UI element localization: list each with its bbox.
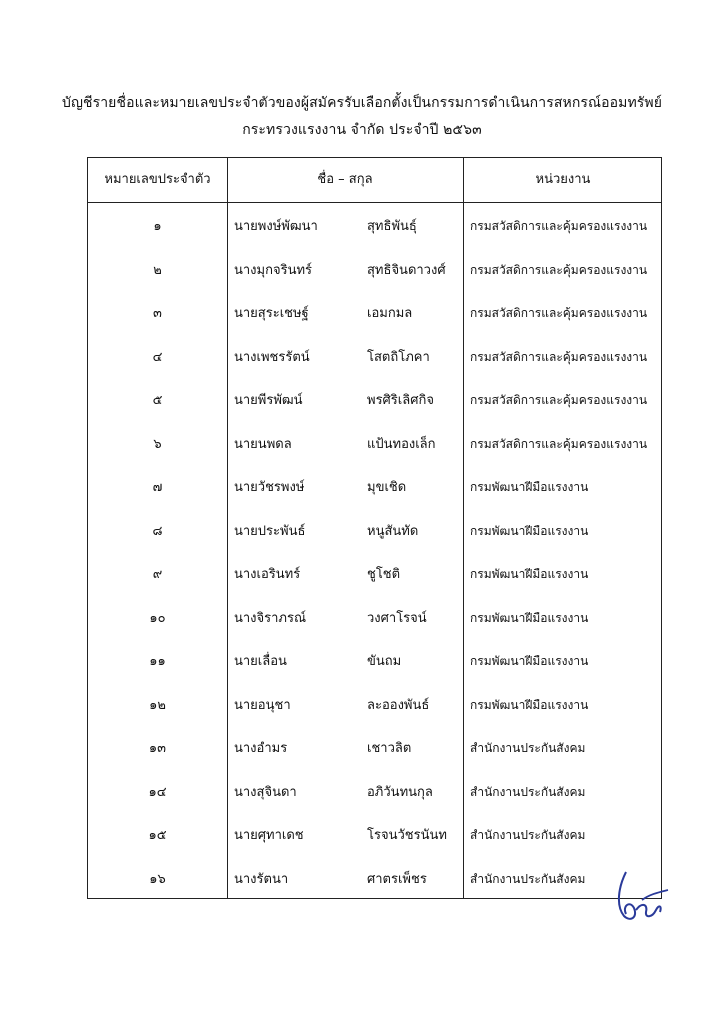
row-department: กรมพัฒนาฝีมือแรงงาน bbox=[470, 523, 589, 538]
table-row bbox=[88, 814, 661, 858]
row-last-name: เอมกมล bbox=[367, 306, 413, 321]
row-first-name: นางอำมร bbox=[234, 741, 288, 756]
table-row bbox=[88, 379, 661, 423]
table-row bbox=[88, 336, 661, 380]
table-row bbox=[88, 684, 661, 728]
row-last-name: อภิวันทนกุล bbox=[367, 784, 433, 800]
header-name: ชื่อ – สกุล bbox=[317, 172, 373, 187]
row-first-name: นางจิราภรณ์ bbox=[234, 610, 307, 626]
row-first-name: นางเอรินทร์ bbox=[234, 567, 301, 582]
table-row bbox=[88, 466, 661, 510]
table-row bbox=[88, 640, 661, 684]
row-department: กรมสวัสดิการและคุ้มครองแรงงาน bbox=[470, 219, 648, 233]
row-department: สำนักงานประกันสังคม bbox=[470, 741, 586, 755]
table-row bbox=[88, 292, 661, 336]
row-last-name: ละอองพันธ์ bbox=[367, 697, 430, 713]
row-department: กรมสวัสดิการและคุ้มครองแรงงาน bbox=[470, 262, 648, 277]
row-number: ๕ bbox=[152, 393, 163, 408]
document-title-line1: บัญชีรายชื่อและหมายเลขประจำตัวของผู้สมัครรับเลือกตั้งเป็นกรรมการดำเนินการสหกรณ์ออมทรัพย์ bbox=[61, 95, 663, 111]
row-number: ๔ bbox=[152, 349, 163, 365]
row-first-name: นางเพชรรัตน์ bbox=[234, 349, 310, 365]
row-last-name: วงศาโรจน์ bbox=[367, 610, 427, 626]
row-department: กรมพัฒนาฝีมือแรงงาน bbox=[470, 697, 589, 712]
row-last-name: พรศิริเลิศกิจ bbox=[367, 393, 434, 408]
header-department: หน่วยงาน bbox=[535, 172, 591, 187]
row-department: กรมพัฒนาฝีมือแรงงาน bbox=[470, 567, 589, 581]
row-number: ๗ bbox=[152, 480, 163, 495]
row-number: ๑๖ bbox=[149, 871, 166, 887]
row-department: สำนักงานประกันสังคม bbox=[470, 871, 586, 886]
row-department: กรมสวัสดิการและคุ้มครองแรงงาน bbox=[470, 393, 648, 407]
row-department: สำนักงานประกันสังคม bbox=[470, 828, 586, 842]
table-row bbox=[88, 727, 661, 771]
row-last-name: ขันถม bbox=[367, 654, 402, 669]
row-number: ๑๐ bbox=[149, 610, 166, 626]
row-first-name: นางรัตนา bbox=[234, 871, 289, 887]
row-first-name: นายวัชรพงษ์ bbox=[234, 480, 305, 495]
row-number: ๙ bbox=[152, 567, 163, 582]
row-number: ๑๔ bbox=[148, 784, 167, 800]
row-number: ๒ bbox=[153, 262, 162, 278]
table-row bbox=[88, 510, 661, 554]
row-number: ๑๓ bbox=[148, 741, 167, 756]
row-last-name: มุขเชิด bbox=[367, 480, 407, 495]
row-last-name: โสตถิโภคา bbox=[367, 349, 430, 365]
signature-mark bbox=[612, 866, 670, 926]
row-department: กรมสวัสดิการและคุ้มครองแรงงาน bbox=[470, 349, 648, 364]
row-department: กรมสวัสดิการและคุ้มครองแรงงาน bbox=[470, 436, 648, 451]
table-row bbox=[88, 771, 661, 815]
row-first-name: นางสุจินดา bbox=[234, 784, 297, 800]
row-last-name: เชาวลิต bbox=[367, 741, 412, 756]
document-title-line2: กระทรวงแรงงาน จำกัด ประจำปี ๒๕๖๓ bbox=[242, 122, 482, 138]
row-last-name: โรจนวัชรนันท bbox=[367, 828, 447, 843]
row-number: ๓ bbox=[153, 306, 162, 321]
row-department: กรมพัฒนาฝีมือแรงงาน bbox=[470, 610, 589, 625]
row-number: ๑๕ bbox=[148, 828, 167, 843]
header-number: หมายเลขประจำตัว bbox=[104, 172, 211, 187]
row-number: ๖ bbox=[153, 436, 162, 452]
row-number: ๑๒ bbox=[149, 697, 166, 713]
row-last-name: สุทธิพันธุ์ bbox=[367, 219, 417, 234]
table-row bbox=[88, 423, 661, 467]
row-department: กรมพัฒนาฝีมือแรงงาน bbox=[470, 654, 589, 668]
row-first-name: นายสุระเชษฐ์ bbox=[234, 306, 309, 321]
table-row bbox=[88, 249, 661, 293]
table-row bbox=[88, 597, 661, 641]
row-first-name: นางมุกจรินทร์ bbox=[234, 262, 313, 278]
row-last-name: แป้นทองเล็ก bbox=[367, 436, 436, 452]
table-header bbox=[88, 158, 661, 203]
table-row bbox=[88, 553, 661, 597]
candidate-table bbox=[87, 157, 662, 899]
row-department: สำนักงานประกันสังคม bbox=[470, 784, 586, 799]
row-last-name: ศาตรเพ็ชร bbox=[367, 871, 427, 887]
row-department: กรมสวัสดิการและคุ้มครองแรงงาน bbox=[470, 306, 648, 320]
row-first-name: นายพงษ์พัฒนา bbox=[234, 219, 318, 234]
row-first-name: นายพีรพัฒน์ bbox=[234, 393, 303, 408]
row-number: ๑๑ bbox=[149, 654, 166, 669]
table-row bbox=[88, 858, 661, 902]
row-number: ๘ bbox=[152, 523, 163, 539]
row-first-name: นายศุทาเดช bbox=[234, 828, 304, 843]
row-last-name: ชูโชติ bbox=[367, 567, 401, 582]
row-first-name: นายประพันธ์ bbox=[234, 523, 306, 539]
row-first-name: นายนพดล bbox=[234, 436, 292, 452]
row-department: กรมพัฒนาฝีมือแรงงาน bbox=[470, 480, 589, 494]
row-number: ๑ bbox=[153, 219, 162, 234]
row-first-name: นายเลื่อน bbox=[234, 654, 287, 669]
row-first-name: นายอนุชา bbox=[234, 697, 291, 713]
table-row bbox=[88, 205, 661, 249]
row-last-name: สุทธิจินดาวงศ์ bbox=[367, 262, 446, 278]
row-last-name: หนูสันทัด bbox=[367, 523, 419, 539]
